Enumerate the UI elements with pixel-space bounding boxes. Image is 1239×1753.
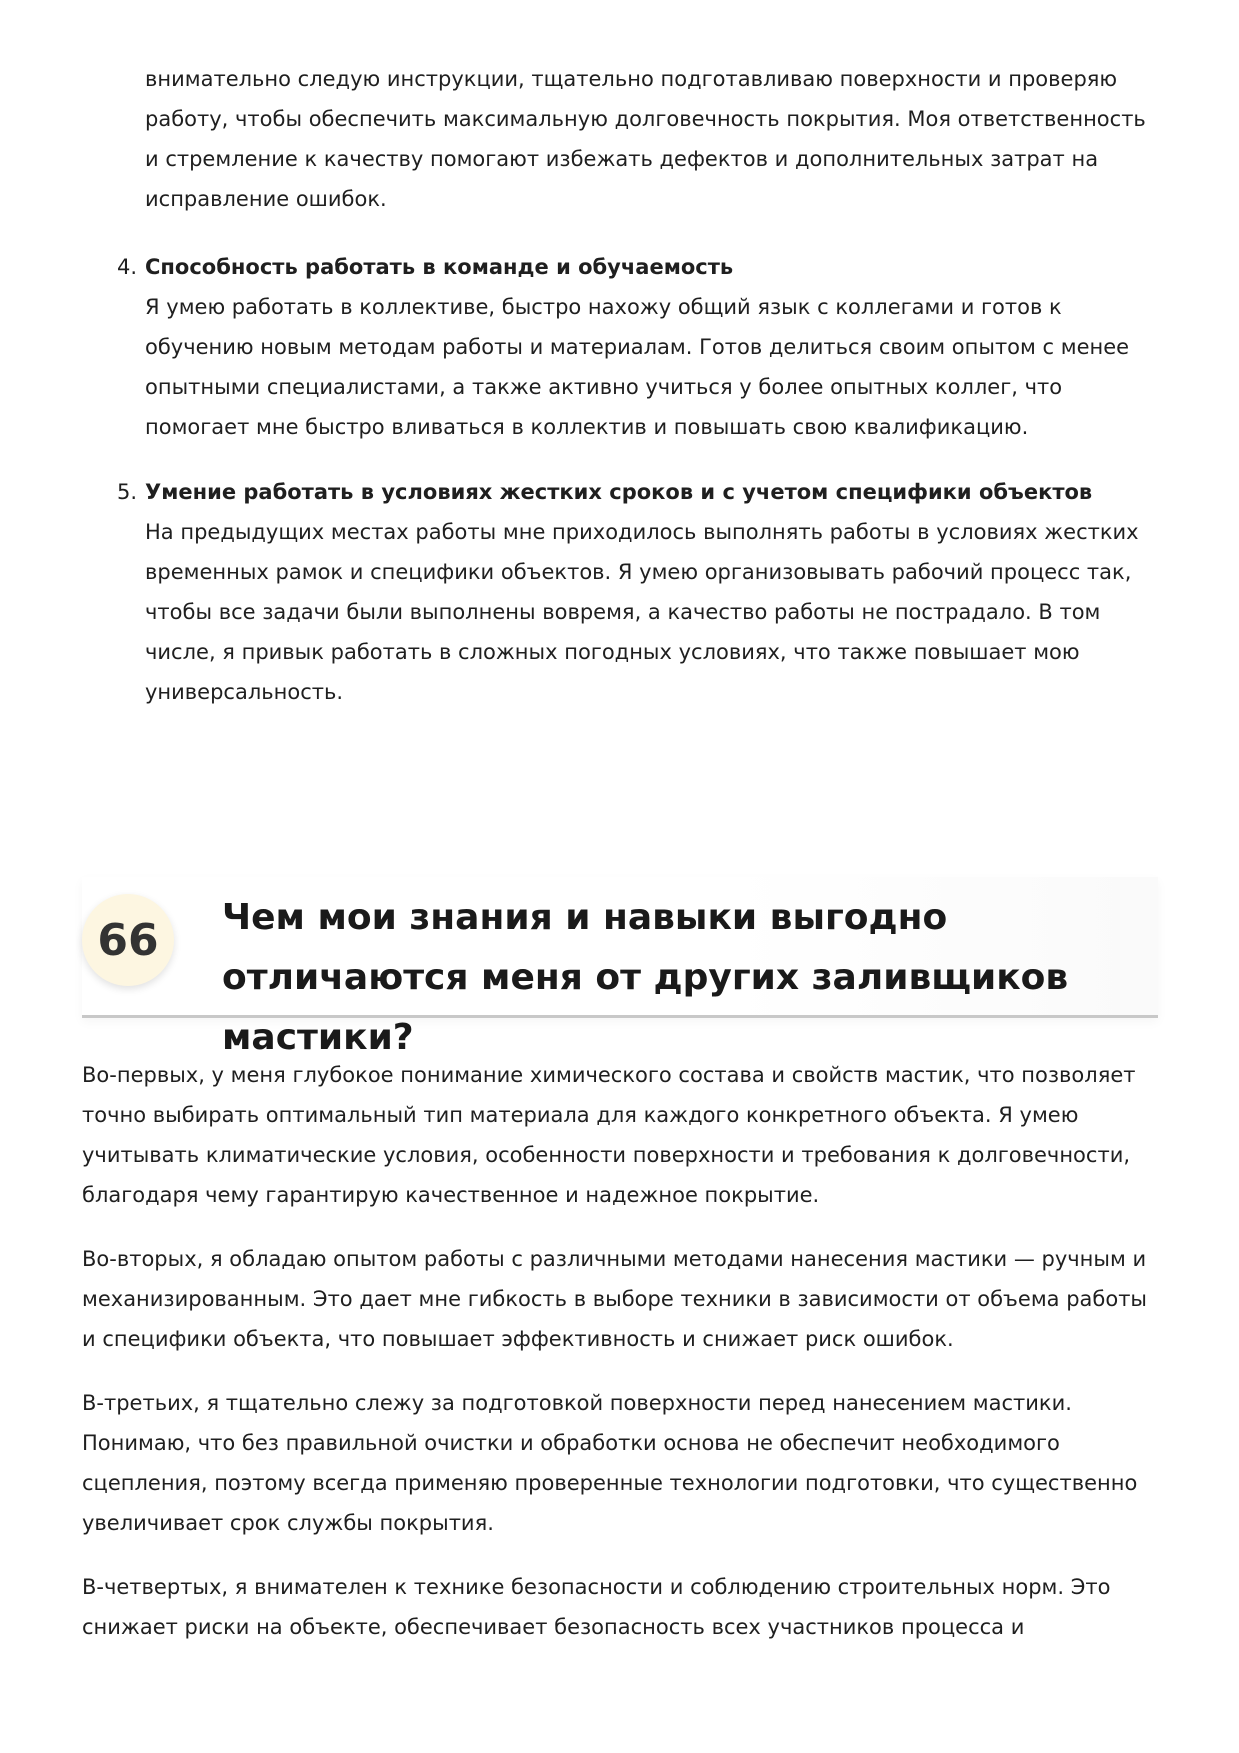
list-item-number: 4. xyxy=(117,255,138,279)
list-item-continuation: внимательно следую инструкции, тщательно подготавливаю поверхности и проверяю работу, чтобы обеспечить максимальную долговечность покрытия. Моя ответственность и стремление к качеству помогают избежать дефектов и дополнительных затрат на исправление ошибок. xyxy=(145,67,1146,211)
list-item-text: На предыдущих местах работы мне приходилось выполнять работы в условиях жестких временных рамок и специфики объектов. Я умею организовывать рабочий процесс так, чтобы все задачи были выполнены вовремя, а качество работы не пострадало. В том числе, я привык работать в сложных погодных условиях, что также повышает мою универсальность. xyxy=(145,520,1139,704)
paragraph: В-четвертых, я внимателен к технике безопасности и соблюдению строительных норм. Это снижает риски на объекте, обеспечивает безопасность всех участников процесса и xyxy=(82,1575,1111,1639)
section-title: Чем мои знания и навыки выгодно отличаются меня от других заливщиков мастики? xyxy=(222,897,1069,1058)
list-item xyxy=(117,472,1165,712)
list-item-number: 5. xyxy=(117,480,138,504)
numbered-list xyxy=(117,247,1165,737)
list-item-text: Я умею работать в коллективе, быстро нахожу общий язык с коллегами и готов к обучению новым методам работы и материалам. Готов делиться своим опытом с менее опытными специалистами, а также активно учиться у более опытных коллег, что помогает мне быстро вливаться в коллектив и повышать свою квалификацию. xyxy=(145,295,1130,439)
section-body xyxy=(82,1055,1162,1671)
list-item-title: Умение работать в условиях жестких сроков и с учетом специфики объектов xyxy=(145,480,1093,504)
list-item-title: Способность работать в команде и обучаемость xyxy=(145,255,734,279)
paragraph: Во-первых, у меня глубокое понимание химического состава и свойств мастик, что позволяет точно выбирать оптимальный тип материала для каждого конкретного объекта. Я умею учитывать климатические условия, особенности поверхности и требования к долговечности, благодаря чему гарантирую качественное и надежное покрытие. xyxy=(82,1063,1136,1207)
paragraph: В-третьих, я тщательно слежу за подготовкой поверхности перед нанесением мастики. Понимаю, что без правильной очистки и обработки основа не обеспечит необходимого сцепления, поэтому всегда применяю проверенные технологии подготовки, что существенно увеличивает срок службы покрытия. xyxy=(82,1391,1138,1535)
section-header xyxy=(82,877,1158,1058)
section-number-badge: 66 xyxy=(82,894,174,986)
paragraph: Во-вторых, я обладаю опытом работы с различными методами нанесения мастики — ручным и механизированным. Это дает мне гибкость в выборе техники в зависимости от объема работы и специфики объекта, что повышает эффективность и снижает риск ошибок. xyxy=(82,1247,1148,1351)
list-item xyxy=(117,247,1165,447)
